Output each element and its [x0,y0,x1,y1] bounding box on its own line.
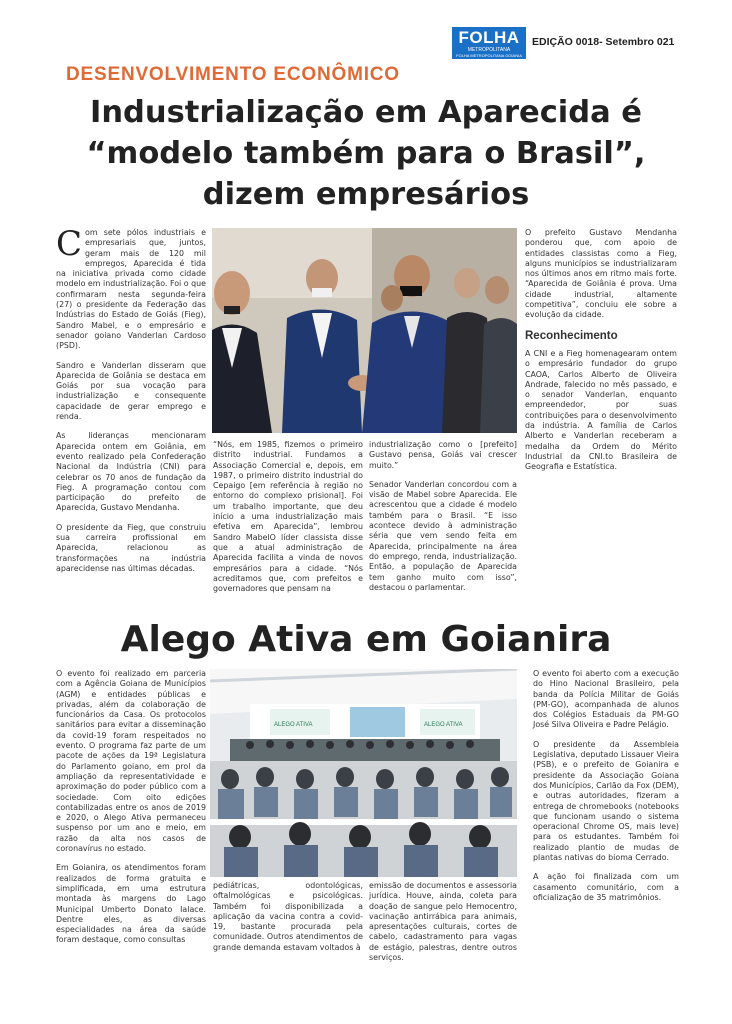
article1-column-2 [213,440,363,603]
article2-col4-para1: O evento foi aberto com a execução do Hino Nacional Brasileiro, pela banda da Polícia Militar de Goiás (PM-GO), acompanhada de alunos dos Colégios Estaduais da PM-GO José Silva Oliveira e Padre Pelágio. [533,669,679,730]
handshake-photo-image [212,228,517,433]
article2-column-4 [533,669,679,912]
article2-headline: Alego Ativa em Goianira [120,619,612,660]
stage-banner-2: ALEGO ATIVA [424,722,463,728]
stage-banner-1: ALEGO ATIVA [274,722,313,728]
article2-col4-para3: A ação foi finalizada com um casamento comunitário, com a oficialização de 35 matrimônios. [533,872,679,902]
article1-photo [212,228,517,433]
article2-photo [210,669,517,877]
article1-col1-para1: om sete pólos industriais e empresariais que, juntos, geram mais de 120 mil empregos, Aparecida é tida na iniciativa privada como cidade modelo em industrialização. Foi o que confirmaram nesta segunda-feira (27) o presidente da Federação das Indústrias do Estado de Goiás (Fieg), Sandro Mabel, e o empresário e senador goiano Vanderlan Cardoso (PSD). [56,228,206,351]
article1-col4-para1: O prefeito Gustavo Mendanha ponderou que, com apoio de entidades classistas como a Fieg, alguns municípios se industrializaram nos últimos anos em ritmo mais forte. “Aparecida de Goiânia é prova. Uma cidade industrial, altamente competitiva”, concluiu ele sobre a evolução da cidade. [525,228,677,320]
article2-col2-para1: pediátricas, odontológicas, oftalmológicas e psicológicas. Também foi disponibilizada a aplicação da vacina contra a covid-19, bastante procurada pela comunidade. Outros atendimentos de grande demanda estavam voltados à [213,881,363,952]
article1-col3-para2: Senador Vanderlan concordou com a visão de Mabel sobre Aparecida. Ele acrescentou que a cidade é modelo também para o Brasil. “E isso acontece devido à administração séria que vem sendo feita em Aparecida, principalmente na área do emprego, renda, industrialização. Então, a população de Aparecida tem ganho muito com isso”, destacou o parlamentar. [369,479,517,592]
logo-name: FOLHA [458,28,520,47]
article1-col3-para1: industrialização como o [prefeito] Gustavo pensa, Goiás vai crescer muito.” [369,440,517,470]
article1-col1-para2: Sandro e Vanderlan disseram que Aparecida de Goiânia se destaca em Goiás por sua vocação para industrialização e consequente capacidade de gerar emprego e renda. [56,360,206,422]
article1-col4-para2: A CNI e a Fieg homenagearam ontem o empresário fundador do grupo CAOA, Carlos Alberto de Oliveira Andrade, falecido no mês passado, e o senador Vanderlan, enquanto empreendedor, por suas contribuições para o desenvolvimento da indústria. A família de Carlos Alberto e Vanderlan receberam a medalha da Ordem do Mérito Industrial da CNI.to Brasileira de Geografia e Estatística. [525,348,677,472]
section-title: DESENVOLVIMENTO ECONÔMICO [66,64,400,85]
logo-tagline: FOLHA METROPOLITANA GOIANIA [456,53,522,58]
article1-col2-para1: “Nós, em 1985, fizemos o primeiro distrito industrial. Fundamos a Associação Comercial e, depois, em 1987, o primeiro distrito industrial do Cepaigo [em referência à região no entorno do complexo prisional]. Foi um trabalho importante, que deu início a uma industrialização mais efetiva em Aparecida”, lembrou Sandro MabelO líder classista disse que a atual administração de Aparecida facilita a vinda de novos empresários para a cidade. “Nós acreditamos que, com prefeitos e governadores que pensam na [213,440,363,594]
article2-col3-para1: emissão de documentos e assessoria jurídica. Houve, ainda, coleta para doação de sangue pelo Hemocentro, vacinação antirrábica para animais, apresentações culturais, cortes de cabelo, cadastramento para vagas de estágio, palestras, dentre outros serviços. [369,881,517,963]
article1-column-1 [56,224,206,583]
article2-column-3 [369,881,517,972]
newspaper-logo [452,27,526,59]
event-photo-image [210,669,517,877]
edition-label: EDIÇÃO 0018- Setembro 021 [532,36,675,48]
article2-col4-para2: O presidente da Assembleia Legislativa, deputado Lissauer Vieira (PSB), e o prefeito de Goianira e presidente da Associação Goiana dos Municípios, Carlão da Fox (DEM), e outras autoridades, fizeram a entrega de chromebooks (notebooks que funcionam usando o sistema operacional Chrome OS, mais leve) para os estudantes. Também foi realizado plantio de mudas de plantas nativas do bioma Cerrado. [533,739,680,863]
article1-column-3 [369,440,517,602]
logo-subtitle: METROPOLITANA [467,47,511,53]
article1-column-4 [525,228,677,482]
article2-col1-para1: O evento foi realizado em parceria com a Agência Goiana de Municípios (AGM) e entidades públicas e privadas, além da colaboração de funcionários da Casa. Os protocolos sanitários para evitar a disseminação da covid-19 foram respeitados no evento. O programa faz parte de um pacote de ações da 19ª Legislatura do Parlamento goiano, em prol da ampliação da representatividade e aproximação do poder público com a sociedade. Com oito edições contabilizadas entre os anos de 2019 e 2020, o Alego Ativa permaneceu suspenso por um ano e meio, em razão da alta nos casos de coronavírus no estado. [56,669,206,854]
subhead-reconhecimento: Reconhecimento [525,329,618,342]
article2-column-1 [56,669,206,955]
article1-headline: Industrialização em Aparecida é “modelo também para o Brasil”, dizem empresários [86,95,646,212]
article1-col1-para4: O presidente da Fieg, que construiu sua carreira profissional em Aparecida, relacionou as transformações na indústria aparecidense nas últimas décadas. [56,522,206,573]
article2-column-2 [213,881,363,962]
article2-col1-para2: Em Goianira, os atendimentos foram realizados de forma gratuita e simplificada, em uma estrutura montada às margens do Lago Municipal Umberto Donato Ialace. Dentre eles, as diversas especialidades na área da saúde foram destaque, como consultas [56,863,206,945]
drop-cap: C [56,224,83,264]
article1-col1-para3: As lideranças mencionaram Aparecida ontem em Goiânia, em evento realizado pela Confederação Nacional da Indústria (CNI) para celebrar os 70 anos de fundação da Fieg. A programação contou com participação do prefeito de Aparecida, Gustavo Mendanha. [56,431,206,513]
